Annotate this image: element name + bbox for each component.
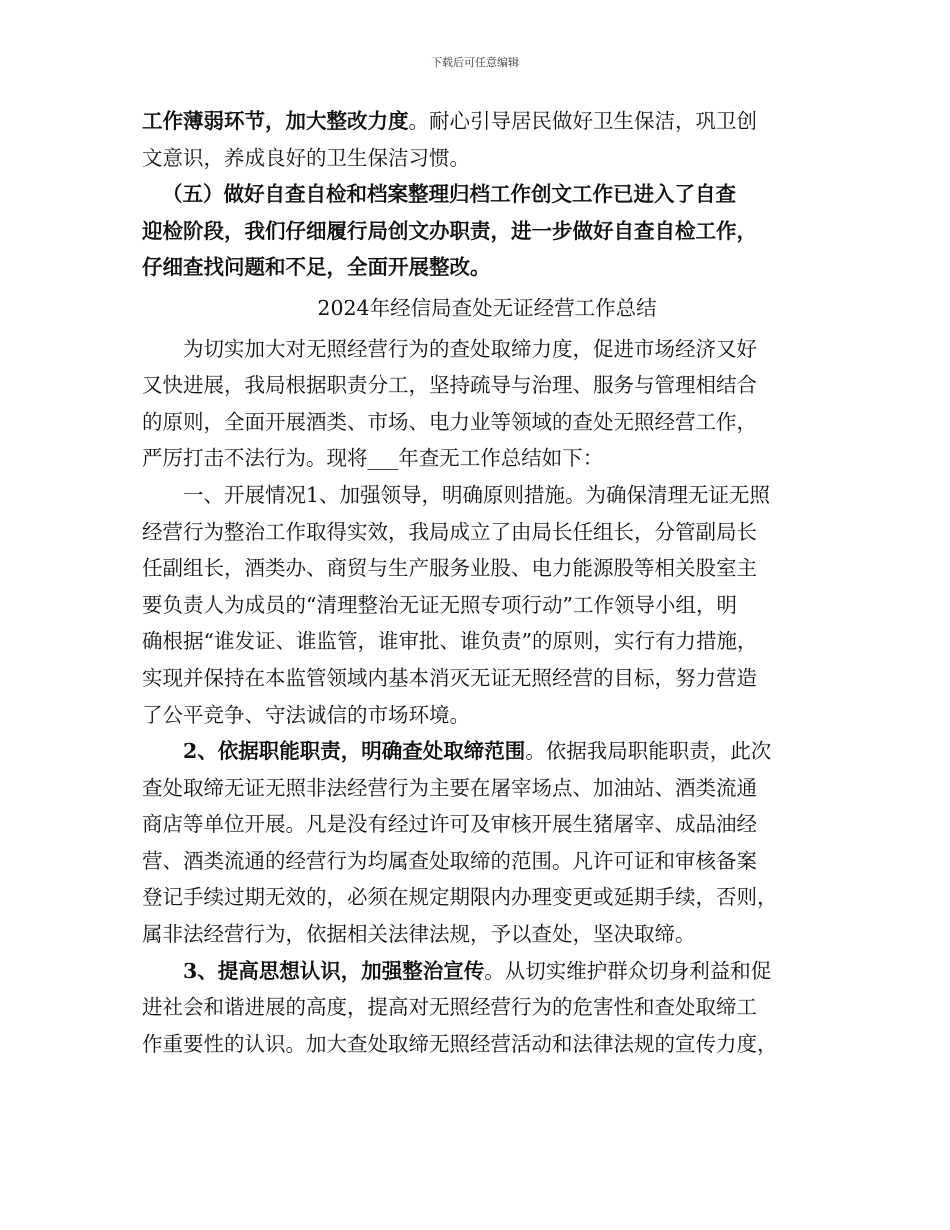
text-span: 。耐心引导居民做好卫生保洁，巩卫创 bbox=[408, 109, 757, 133]
text-line: 属非法经营行为，依据相关法律法规，予以查处，坚决取缔。 bbox=[142, 922, 696, 947]
paragraph-section-five bbox=[142, 176, 832, 286]
text-line bbox=[142, 733, 832, 770]
text-line: 一、开展情况1、加强领导，明确原则措施。为确保清理无证无照 bbox=[183, 482, 771, 507]
text-line: 经营行为整治工作取得实效，我局成立了由局长任组长，分管副局长 bbox=[142, 519, 757, 544]
bold-phrase: 3、提高思想认识，加强整治宣传 bbox=[183, 958, 485, 983]
text-span: 。从切实维护群众切身利益和促 bbox=[484, 958, 772, 983]
paragraph-situation bbox=[142, 477, 832, 733]
bold-phrase: 2、依据职能职责，明确查处取缔范围 bbox=[183, 739, 526, 764]
text-line bbox=[142, 103, 832, 140]
document-body bbox=[142, 103, 832, 1062]
text-line: 确根据“谁发证、谁监管，谁审批、谁负责”的原则，实行有力措施， bbox=[142, 629, 758, 654]
text-line: 文意识，养成良好的卫生保洁习惯。 bbox=[142, 145, 470, 170]
text-line: 严厉打击不法行为。现将___年查无工作总结如下： bbox=[142, 446, 604, 471]
text-line: 任副组长，酒类办、商贸与生产服务业股、电力能源股等相关股室主 bbox=[142, 556, 757, 581]
text-line: 营、酒类流通的经营行为均属查处取缔的范围。凡许可证和审核备案 bbox=[142, 848, 757, 873]
paragraph-intro bbox=[142, 331, 832, 477]
text-line: 进社会和谐进展的高度，提高对无照经营行为的危害性和查处取缔工 bbox=[142, 995, 757, 1020]
text-line: 作重要性的认识。加大查处取缔无照经营活动和法律法规的宣传力度， bbox=[142, 1031, 778, 1056]
bold-phrase: 工作薄弱环节，加大整改力度 bbox=[142, 109, 409, 133]
text-line: 仔细查找问题和不足，全面开展整改。 bbox=[142, 255, 491, 280]
text-span: 。依据我局职能职责，此次 bbox=[525, 739, 772, 764]
text-line: 商店等单位开展。凡是没有经过许可及审核开展生猪屠宰、成品油经 bbox=[142, 812, 757, 837]
text-line: 实现并保持在本监管领域内基本消灭无证无照经营的目标，努力营造 bbox=[142, 665, 757, 690]
text-line bbox=[142, 953, 832, 990]
paragraph-scope bbox=[142, 733, 832, 953]
document-title: 2024年经信局查处无证经营工作总结 bbox=[317, 295, 657, 320]
text-line: 的原则，全面开展酒类、市场、电力业等领域的查处无照经营工作， bbox=[142, 409, 757, 434]
text-line: 查处取缔无证无照非法经营行为主要在屠宰场点、加油站、酒类流通 bbox=[142, 775, 757, 800]
text-line: 登记手续过期无效的，必须在规定期限内办理变更或延期手续，否则， bbox=[142, 885, 778, 910]
text-line: 了公平竞争、守法诚信的市场环境。 bbox=[142, 702, 470, 727]
text-line: （五）做好自查自检和档案整理归档工作创文工作已进入了自查 bbox=[162, 182, 736, 207]
text-line: 为切实加大对无照经营行为的查处取缔力度，促进市场经济又好 bbox=[183, 336, 757, 361]
page-header: 下载后可任意编辑 bbox=[431, 56, 519, 69]
paragraph-awareness bbox=[142, 953, 832, 1063]
paragraph-continuation bbox=[142, 103, 832, 176]
text-line: 又快进展，我局根据职责分工，坚持疏导与治理、服务与管理相结合 bbox=[142, 373, 757, 398]
text-line: 迎检阶段，我们仔细履行局创文办职责，进一步做好自查自检工作， bbox=[142, 218, 757, 243]
text-line: 要负责人为成员的“清理整治无证无照专项行动”工作领导小组，明 bbox=[142, 592, 737, 617]
